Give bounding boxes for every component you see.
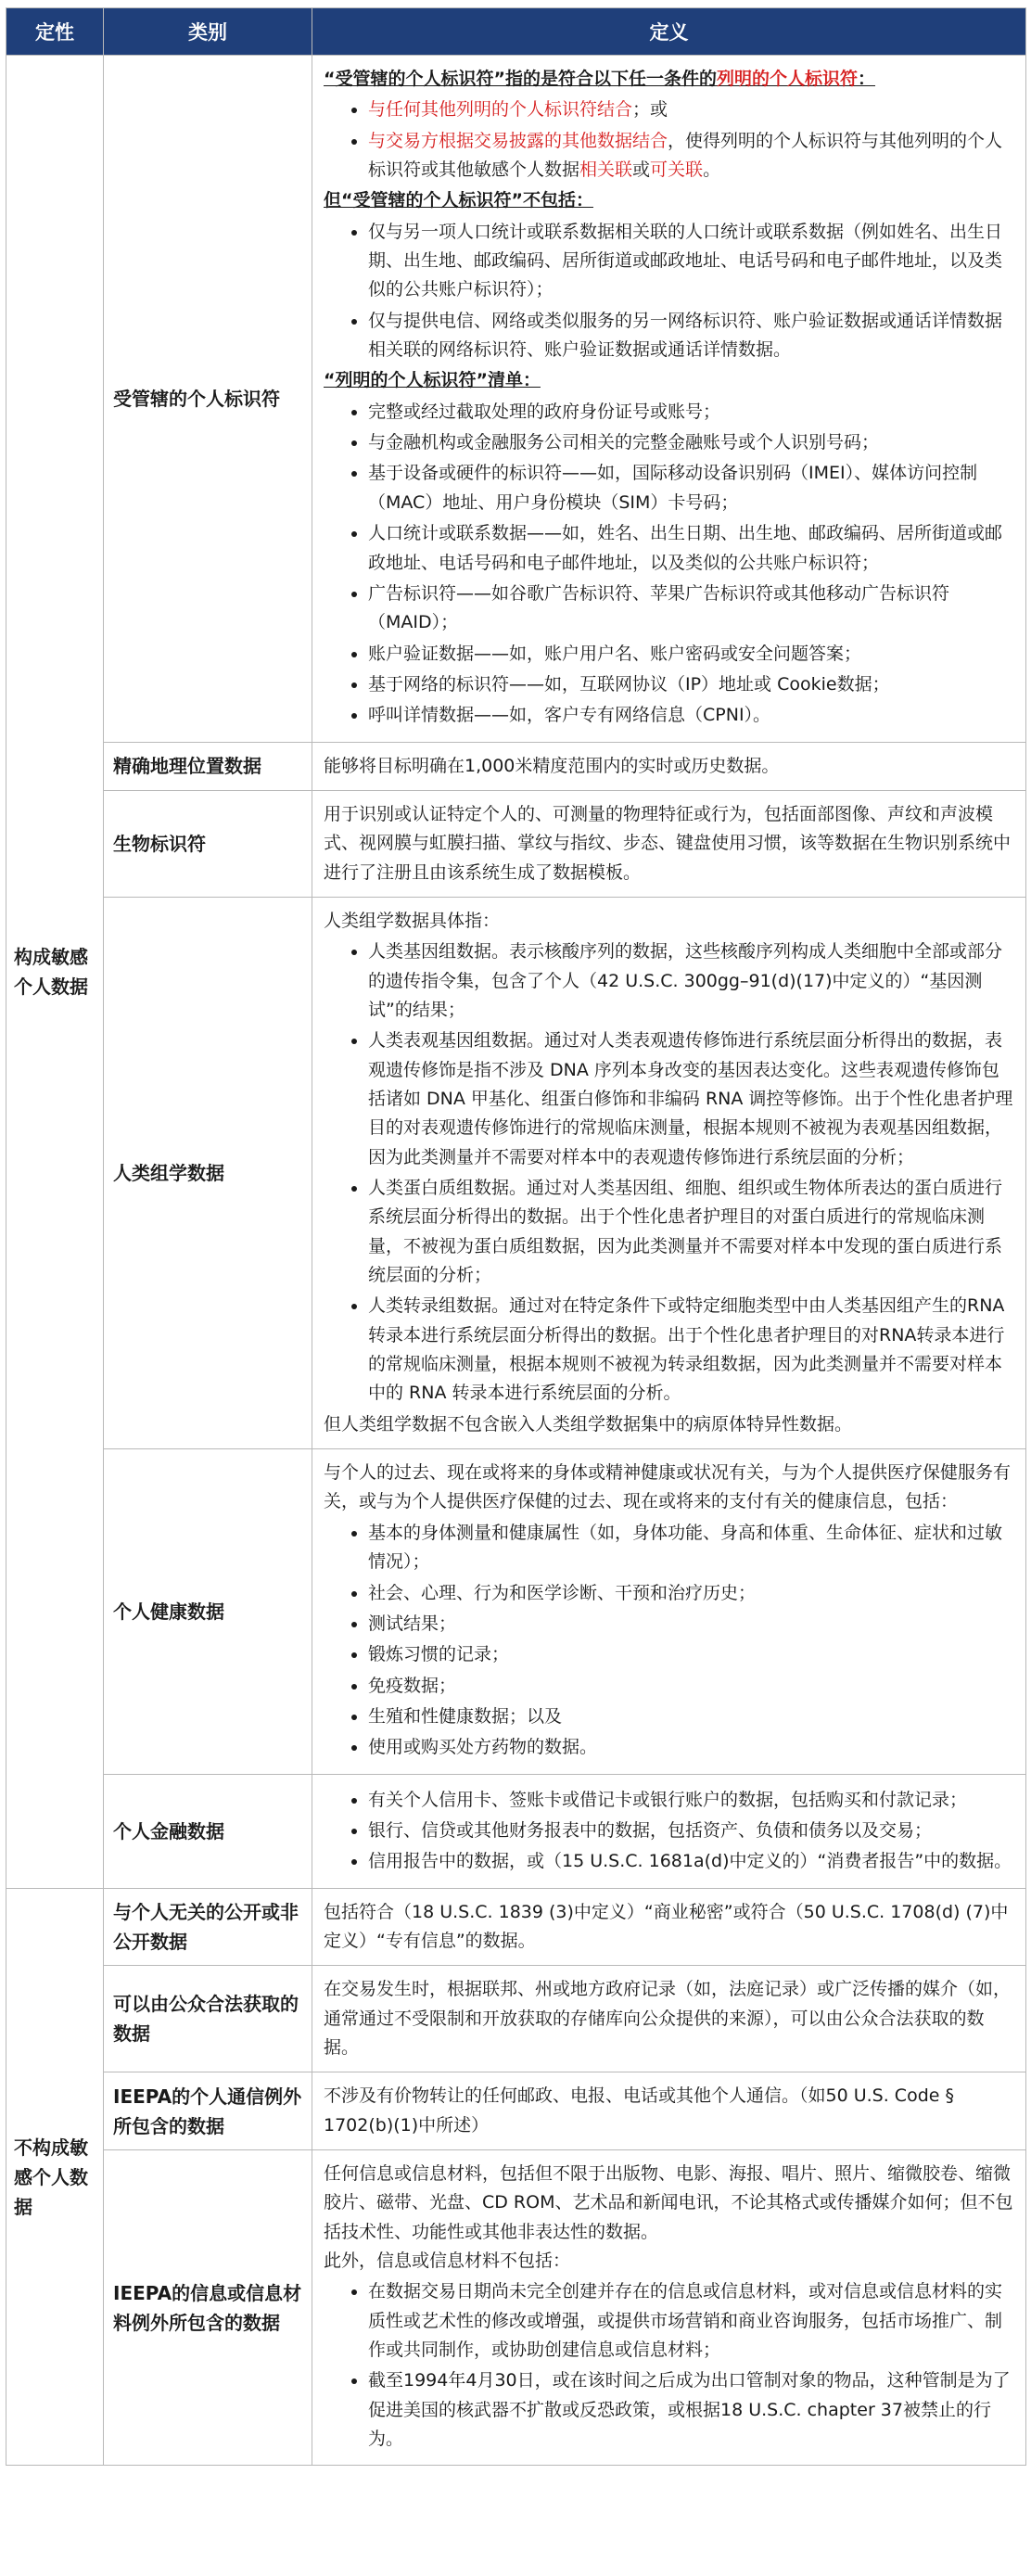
qualitative-cell-sensitive: 构成敏感个人数据: [6, 56, 104, 1889]
table-row: [6, 2150, 1026, 2466]
list-item: [368, 1610, 1014, 1639]
text-run: 信用报告中的数据，或（15 U.S.C. 1681a(d)中定义的）“消费者报告”中的数据。: [368, 1851, 1012, 1872]
category-cell: 精确地理位置数据: [104, 742, 312, 790]
list-item: [368, 1027, 1014, 1172]
definition-cell: [312, 2072, 1026, 2150]
table-row: [6, 1774, 1026, 1888]
list-item: [368, 96, 1014, 124]
table-row: [6, 742, 1026, 790]
text-run: 基本的身体测量和健康属性（如，身体功能、身高和体重、生命体征、症状和过敏情况）；: [368, 1522, 1003, 1573]
text-run: ：: [858, 69, 876, 89]
text-run: 截至1994年4月30日，或在该时间之后成为出口管制对象的物品，这种管制是为了促进美国的核武器不扩散或反恐政策，或根据18 U.S.C. chapter 37被禁止的行为。: [368, 2370, 1011, 2450]
list-item: [368, 640, 1014, 669]
definition-paragraph: [324, 1410, 1014, 1439]
category-cell: 个人金融数据: [104, 1774, 312, 1888]
text-run: 在数据交易日期尚未完全创建并存在的信息或信息材料，或对信息或信息材料的实质性或艺术性的修改或增强，或提供市场营销和商业咨询服务，包括市场推广、制作或共同制作，或协助创建信息或信息材料；: [368, 2281, 1003, 2361]
list-item: [368, 2366, 1014, 2454]
text-run: 银行、信贷或其他财务报表中的数据，包括资产、负债和债务以及交易；: [368, 1819, 933, 1841]
definition-cell: [312, 1888, 1026, 1966]
list-item: [368, 1733, 1014, 1762]
table-row: [6, 897, 1026, 1448]
text-run: 测试结果；: [368, 1613, 457, 1634]
list-item: [368, 1702, 1014, 1731]
text-run: 用于识别或认证特定个人的、可测量的物理特征或行为，包括面部图像、声纹和声波模式、视网膜与虹膜扫描、掌纹与指纹、步态、键盘使用习惯，该等数据在生物识别系统中进行了注册且由该系统生成了数据模板。: [324, 803, 1012, 883]
table-row: [6, 1966, 1026, 2072]
list-item: [368, 307, 1014, 365]
category-cell: IEEPA的个人通信例外所包含的数据: [104, 2072, 312, 2150]
header-qualitative: 定性: [6, 8, 104, 56]
text-run: 人类基因组数据。表示核酸序列的数据，这些核酸序列构成人类细胞中全部或部分的遗传指令集，包含了个人（42 U.S.C. 300gg–91(d)(17)中定义的）“基因测试”的结果；: [368, 941, 1003, 1020]
definition-paragraph: [324, 1898, 1014, 1957]
category-cell: 个人健康数据: [104, 1449, 312, 1774]
text-run: 或: [632, 159, 651, 181]
table-row: [6, 1449, 1026, 1774]
list-item: [368, 519, 1014, 578]
definition-paragraph: [324, 1975, 1014, 2062]
text-run: 基于设备或硬件的标识符——如，国际移动设备识别码（IMEI）、媒体访问控制（MAC）地址、用户身份模块（SIM）卡号码；: [368, 463, 978, 513]
category-cell: 生物标识符: [104, 790, 312, 897]
text-run: 此外，信息或信息材料不包括：: [324, 2251, 571, 2272]
table-header-row: [6, 8, 1026, 56]
highlighted-text: 与任何其他列明的个人标识符结合: [368, 99, 633, 121]
list-item: [368, 580, 1014, 638]
category-cell: IEEPA的信息或信息材料例外所包含的数据: [104, 2150, 312, 2466]
text-run: “受管辖的个人标识符”指的是符合以下任一条件的: [324, 69, 717, 89]
text-run: 。: [703, 159, 721, 181]
list-item: [368, 670, 1014, 699]
list-item: [368, 398, 1014, 427]
definition-paragraph: [324, 800, 1014, 887]
category-cell: 与个人无关的公开或非公开数据: [104, 1888, 312, 1966]
definition-cell: [312, 1449, 1026, 1774]
highlighted-text: 可关联: [650, 159, 704, 181]
text-run: ，使得列明的个人标识符与其他列明的个人标识符或其他敏感个人数据: [368, 130, 1003, 181]
table-row: [6, 2072, 1026, 2150]
definition-table: [6, 7, 1026, 2466]
text-run: 社会、心理、行为和医学诊断、干预和治疗历史；: [368, 1582, 757, 1603]
list-item: [368, 1174, 1014, 1290]
header-category: 类别: [104, 8, 312, 56]
text-run: 免疫数据；: [368, 1675, 457, 1696]
text-run: 有关个人信用卡、签账卡或借记卡或银行账户的数据，包括购买和付款记录；: [368, 1789, 968, 1810]
definition-cell: [312, 1966, 1026, 2072]
text-run: 人类表观基因组数据。通过对人类表观遗传修饰进行系统层面分析得出的数据，表观遗传修饰是指不涉及 DNA 序列本身改变的基因表达变化。这些表观遗传修饰包括诸如 DNA 甲基化、组蛋白修饰和非编码 RNA 调控等修饰。出于个性化患者护理目的对表观遗传修饰进行的常规临床测量，根据本规则不被视为表观基因组数据，因为此类测量并不需要对样本中的表观遗传修饰进行系统层面的分析；: [368, 1030, 1013, 1167]
definition-paragraph: [324, 2247, 1014, 2276]
text-run: 包括符合（18 U.S.C. 1839 (3)中定义）“商业秘密”或符合（50 U.S.C. 1708(d) (7)中定义）“专有信息”的数据。: [324, 1901, 1009, 1951]
list-item: [368, 1672, 1014, 1701]
list-item: [368, 218, 1014, 305]
text-run: 仅与另一项人口统计或联系数据相关联的人口统计或联系数据（例如姓名、出生日期、出生地、邮政编码、居所街道或邮政地址、电话号码和电子邮件地址，以及类似的公共账户标识符）；: [368, 221, 1003, 300]
text-run: 呼叫详情数据——如，客户专有网络信息（CPNI）。: [368, 705, 771, 726]
list-item: [368, 127, 1014, 185]
definition-heading: [324, 186, 1014, 215]
text-run: 但人类组学数据不包含嵌入人类组学数据集中的病原体特异性数据。: [324, 1413, 853, 1435]
table-row: [6, 790, 1026, 897]
text-run: 与个人的过去、现在或将来的身体或精神健康或状况有关，与为个人提供医疗保健服务有关，或与为个人提供医疗保健的过去、现在或将来的支付有关的健康信息，包括：: [324, 1462, 1012, 1512]
definition-cell: [312, 790, 1026, 897]
highlighted-text: 相关联: [579, 159, 633, 181]
list-item: [368, 2277, 1014, 2365]
text-run: 使用或购买处方药物的数据。: [368, 1737, 598, 1758]
text-run: 广告标识符——如谷歌广告标识符、苹果广告标识符或其他移动广告标识符（MAID）；: [368, 582, 950, 633]
header-definition: 定义: [312, 8, 1026, 56]
highlighted-text: 列明的个人标识符: [716, 69, 858, 89]
text-run: 人类蛋白质组数据。通过对人类基因组、细胞、组织或生物体所表达的蛋白质进行系统层面分析得出的数据。出于个性化患者护理目的对蛋白质进行的常规临床测量，不被视为蛋白质组数据，因为此类测量并不需要对样本中发现的蛋白质进行系统层面的分析；: [368, 1178, 1003, 1286]
bullet-list: [324, 218, 1014, 365]
definition-paragraph: [324, 752, 1014, 781]
text-run: 与金融机构或金融服务公司相关的完整金融账号或个人识别号码；: [368, 432, 880, 453]
bullet-list: [324, 96, 1014, 185]
text-run: 但“受管辖的个人标识符”不包括：: [324, 190, 593, 211]
definition-cell: [312, 2150, 1026, 2466]
bullet-list: [324, 1519, 1014, 1763]
text-run: 人类组学数据具体指：: [324, 910, 501, 931]
text-run: 仅与提供电信、网络或类似服务的另一网络标识符、账户验证数据或通话详情数据相关联的网络标识符、账户验证数据或通话详情数据。: [368, 310, 1003, 361]
table-row: [6, 1888, 1026, 1966]
text-run: 完整或经过截取处理的政府身份证号或账号；: [368, 401, 721, 422]
text-run: 人类转录组数据。通过对在特定条件下或特定细胞类型中由人类基因组产生的RNA转录本进行系统层面分析得出的数据。出于个性化患者护理目的对RNA转录本进行的常规临床测量，根据本规则不被视为转录组数据，因为此类测量并不需要对样本中的 RNA 转录本进行系统层面的分析。: [368, 1295, 1005, 1404]
list-item: [368, 701, 1014, 730]
definition-cell: [312, 56, 1026, 743]
text-run: 在交易发生时，根据联邦、州或地方政府记录（如，法庭记录）或广泛传播的媒介（如，通常通过不受限制和开放获取的存储库向公众提供的来源），可以由公众合法获取的数据。: [324, 1979, 1012, 2058]
bullet-list: [324, 398, 1014, 731]
list-item: [368, 1847, 1014, 1876]
text-run: 能够将目标明确在1,000米精度范围内的实时或历史数据。: [324, 755, 780, 776]
list-item: [368, 1786, 1014, 1815]
table-row: [6, 56, 1026, 743]
list-item: [368, 937, 1014, 1025]
list-item: [368, 1817, 1014, 1845]
list-item: [368, 1640, 1014, 1669]
list-item: [368, 1519, 1014, 1577]
list-item: [368, 459, 1014, 517]
text-run: 生殖和性健康数据；以及: [368, 1705, 563, 1727]
text-run: 账户验证数据——如，账户用户名、账户密码或安全问题答案；: [368, 643, 862, 664]
category-cell: 受管辖的个人标识符: [104, 56, 312, 743]
highlighted-text: 与交易方根据交易披露的其他数据结合: [368, 130, 668, 151]
list-item: [368, 1579, 1014, 1608]
bullet-list: [324, 937, 1014, 1409]
text-run: 锻炼习惯的记录；: [368, 1644, 510, 1665]
text-run: 基于网络的标识符——如，互联网协议（IP）地址或 Cookie数据；: [368, 673, 890, 695]
bullet-list: [324, 1786, 1014, 1877]
list-item: [368, 428, 1014, 457]
text-run: 人口统计或联系数据——如，姓名、出生日期、出生地、邮政编码、居所街道或邮政地址、电话号码和电子邮件地址，以及类似的公共账户标识符；: [368, 523, 1003, 573]
definition-cell: [312, 1774, 1026, 1888]
definition-cell: [312, 742, 1026, 790]
text-run: “列明的个人标识符”清单：: [324, 370, 541, 391]
definition-cell: [312, 897, 1026, 1448]
definition-paragraph: [324, 2082, 1014, 2140]
bullet-list: [324, 2277, 1014, 2454]
text-run: 任何信息或信息材料，包括但不限于出版物、电影、海报、唱片、照片、缩微胶卷、缩微胶片、磁带、光盘、CD ROM、艺术品和新闻电讯，不论其格式或传播媒介如何；但不包括技术性、功能性或其他非表达性的数据。: [324, 2163, 1013, 2242]
definition-paragraph: [324, 1459, 1014, 1517]
definition-paragraph: [324, 2160, 1014, 2247]
category-cell: 可以由公众合法获取的数据: [104, 1966, 312, 2072]
definition-heading: [324, 65, 1014, 94]
definition-paragraph: [324, 907, 1014, 936]
definition-heading: [324, 366, 1014, 395]
text-run: ；或: [632, 99, 668, 121]
qualitative-cell-not-sensitive: 不构成敏感个人数据: [6, 1888, 104, 2466]
text-run: 不涉及有价物转让的任何邮政、电报、电话或其他个人通信。（如50 U.S. Code § 1702(b)(1)中所述）: [324, 2085, 954, 2136]
category-cell: 人类组学数据: [104, 897, 312, 1448]
list-item: [368, 1292, 1014, 1408]
